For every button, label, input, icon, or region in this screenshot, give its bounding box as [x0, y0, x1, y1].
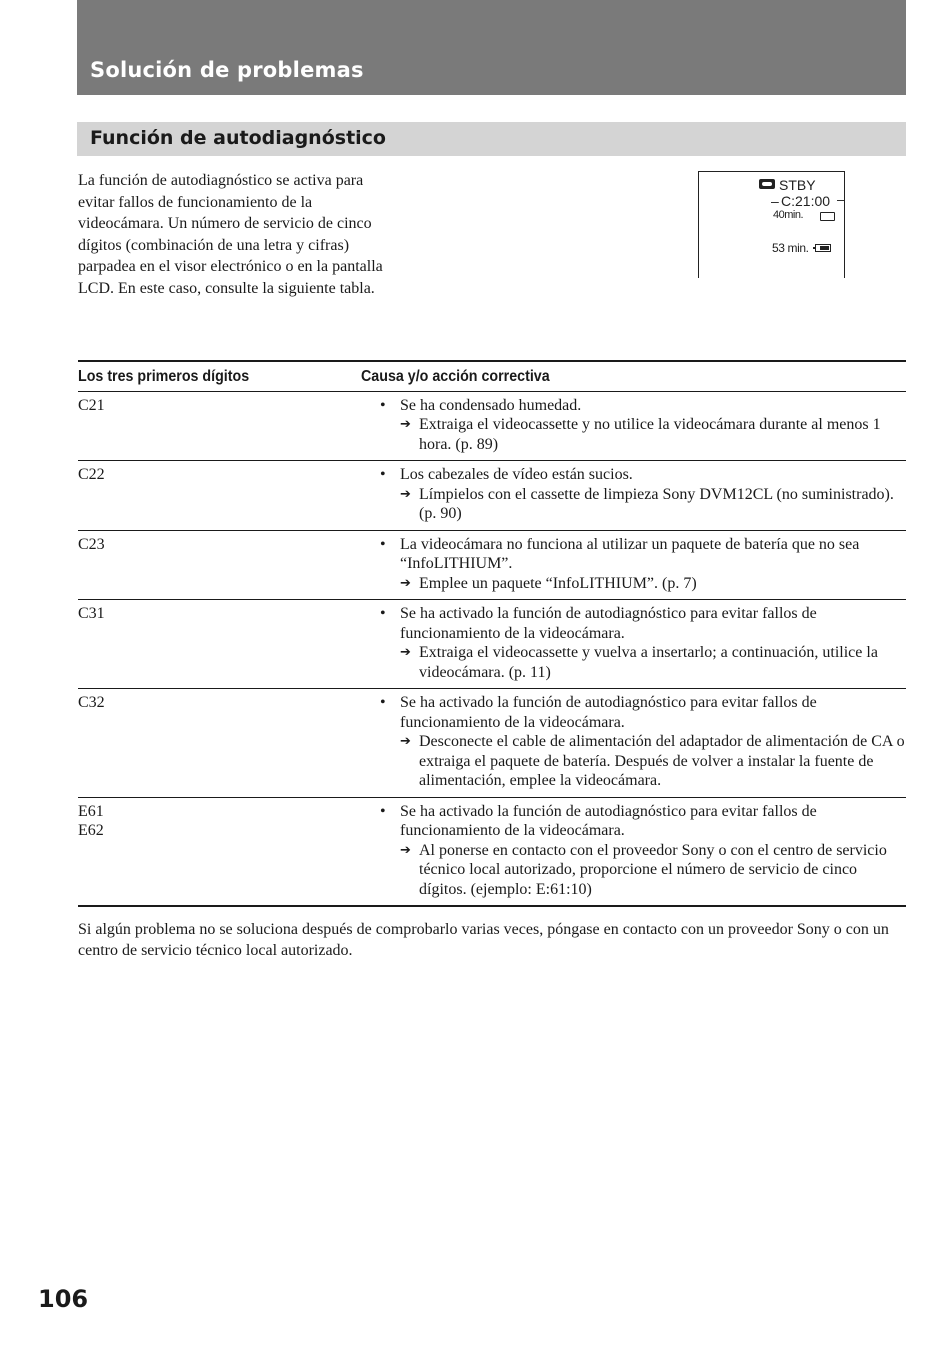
header-cause: Causa y/o acción correctiva: [361, 361, 862, 391]
code-cell: [78, 530, 361, 600]
arrow-right-icon: ➔: [400, 486, 411, 502]
cause-text: Se ha condensado humedad.: [400, 396, 582, 414]
subsection-header-bar: [77, 122, 906, 156]
action-item: [361, 574, 906, 594]
arrow-right-icon: ➔: [400, 734, 411, 749]
cause-item: [361, 802, 906, 841]
bullet-icon: •: [380, 694, 386, 711]
page-number: 106: [38, 1285, 89, 1313]
cause-item: [361, 535, 906, 574]
cause-text: Los cabezales de vídeo están sucios.: [400, 466, 633, 483]
self-diagnosis-table: [78, 360, 906, 907]
code-value: C22: [78, 466, 105, 483]
action-item: [361, 643, 906, 682]
intro-line: evitar fallos de funcionamiento de la: [78, 193, 313, 211]
tape-remaining: 40min.: [773, 209, 804, 221]
subsection-title: Función de autodiagnóstico: [90, 127, 386, 149]
intro-line: La función de autodiagnóstico se activa para: [78, 172, 364, 189]
action-item: [361, 841, 906, 900]
bullet-icon: •: [380, 466, 386, 483]
cause-cell: [361, 530, 906, 600]
cause-cell: [361, 600, 906, 689]
code-value: E62: [78, 822, 104, 839]
action-text: Límpielos con el cassette de limpieza Sony DVM12CL (no suministrado). (p. 90): [419, 485, 894, 522]
table-row: [78, 391, 906, 461]
code-value: E61: [78, 802, 104, 820]
code-value: C21: [78, 396, 105, 414]
table-row: [78, 530, 906, 600]
action-text: Al ponerse en contacto con el proveedor Sony o con el centro de servicio técnico local autorizado, proporcione el número de servicio de cinco dígitos. (ejemplo: E:61:10): [419, 841, 887, 898]
table-header-row: [78, 361, 906, 391]
arrow-right-icon: ➔: [400, 417, 411, 432]
code-cell: [78, 391, 361, 461]
intro-line: dígitos (combinación de una letra y cifras): [78, 236, 350, 254]
bullet-icon: •: [380, 802, 386, 820]
arrow-right-icon: ➔: [400, 575, 411, 591]
table-row: [78, 797, 906, 906]
bullet-icon: •: [380, 605, 386, 622]
battery-remaining: 53 min.: [772, 241, 809, 255]
intro-paragraph: [78, 170, 478, 299]
table-row: [78, 461, 906, 531]
blink-mark-right: –: [837, 191, 845, 207]
cause-cell: [361, 797, 906, 906]
code-cell: [78, 689, 361, 798]
action-text: Extraiga el videocassette y vuelva a insertarlo; a continuación, utilice la videocámara. (p. 11): [419, 644, 878, 681]
intro-line: videocámara. Un número de servicio de cinco: [78, 215, 372, 232]
tape-icon: [820, 212, 835, 221]
battery-icon: [815, 244, 831, 252]
viewfinder-mode: STBY: [779, 177, 816, 193]
cause-cell: [361, 689, 906, 798]
cause-text: Se ha activado la función de autodiagnóstico para evitar fallos de funcionamiento de la videocámara.: [400, 605, 817, 642]
cause-cell: [361, 461, 906, 531]
cause-item: [361, 465, 906, 485]
cause-text: Se ha activado la función de autodiagnóstico para evitar fallos de funcionamiento de la videocámara.: [400, 802, 817, 839]
action-text: Extraiga el videocassette y no utilice la videocámara durante al menos 1 hora. (p. 89): [419, 416, 881, 453]
code-cell: [78, 797, 361, 906]
viewfinder-error-code: C:21:00: [781, 193, 831, 209]
code-value: C31: [78, 605, 105, 622]
action-item: [361, 415, 906, 454]
arrow-right-icon: ➔: [400, 842, 411, 858]
section-header-bar: [77, 0, 906, 95]
table-row: [78, 600, 906, 689]
action-text: Emplee un paquete “InfoLITHIUM”. (p. 7): [419, 574, 697, 592]
cause-item: [361, 604, 906, 643]
section-title: Solución de problemas: [90, 58, 364, 82]
cause-text: Se ha activado la función de autodiagnóstico para evitar fallos de funcionamiento de la videocámara.: [400, 694, 817, 731]
action-item: [361, 485, 906, 524]
code-cell: [78, 600, 361, 689]
intro-line: LCD. En este caso, consulte la siguiente tabla.: [78, 279, 375, 297]
arrow-right-icon: ➔: [400, 645, 411, 660]
intro-line: parpadea en el visor electrónico o en la pantalla: [78, 258, 383, 275]
viewfinder-illustration: [698, 171, 845, 278]
header-code: Los tres primeros dígitos: [78, 361, 338, 391]
action-text: Desconecte el cable de alimentación del adaptador de alimentación de CA o extraiga el paquete de batería. Después de volver a instalar la fuente de alimentación, emplee la videocámara.: [419, 733, 905, 789]
cause-item: [361, 396, 906, 416]
action-item: [361, 732, 906, 791]
cassette-icon: [759, 179, 775, 189]
footer-note: Si algún problema no se soluciona después de comprobarlo varias veces, póngase en contacto con un proveedor Sony o con un centro de servicio técnico local autorizado.: [78, 921, 889, 959]
bullet-icon: •: [380, 535, 386, 553]
bullet-icon: •: [380, 396, 386, 414]
cause-cell: [361, 391, 906, 461]
blink-mark-left: –: [771, 193, 779, 209]
cause-text: La videocámara no funciona al utilizar un paquete de batería que no sea “InfoLITHIUM”.: [400, 535, 860, 572]
cause-item: [361, 693, 906, 732]
table-row: [78, 689, 906, 798]
code-cell: [78, 461, 361, 531]
code-value: C32: [78, 694, 105, 711]
code-value: C23: [78, 535, 105, 553]
